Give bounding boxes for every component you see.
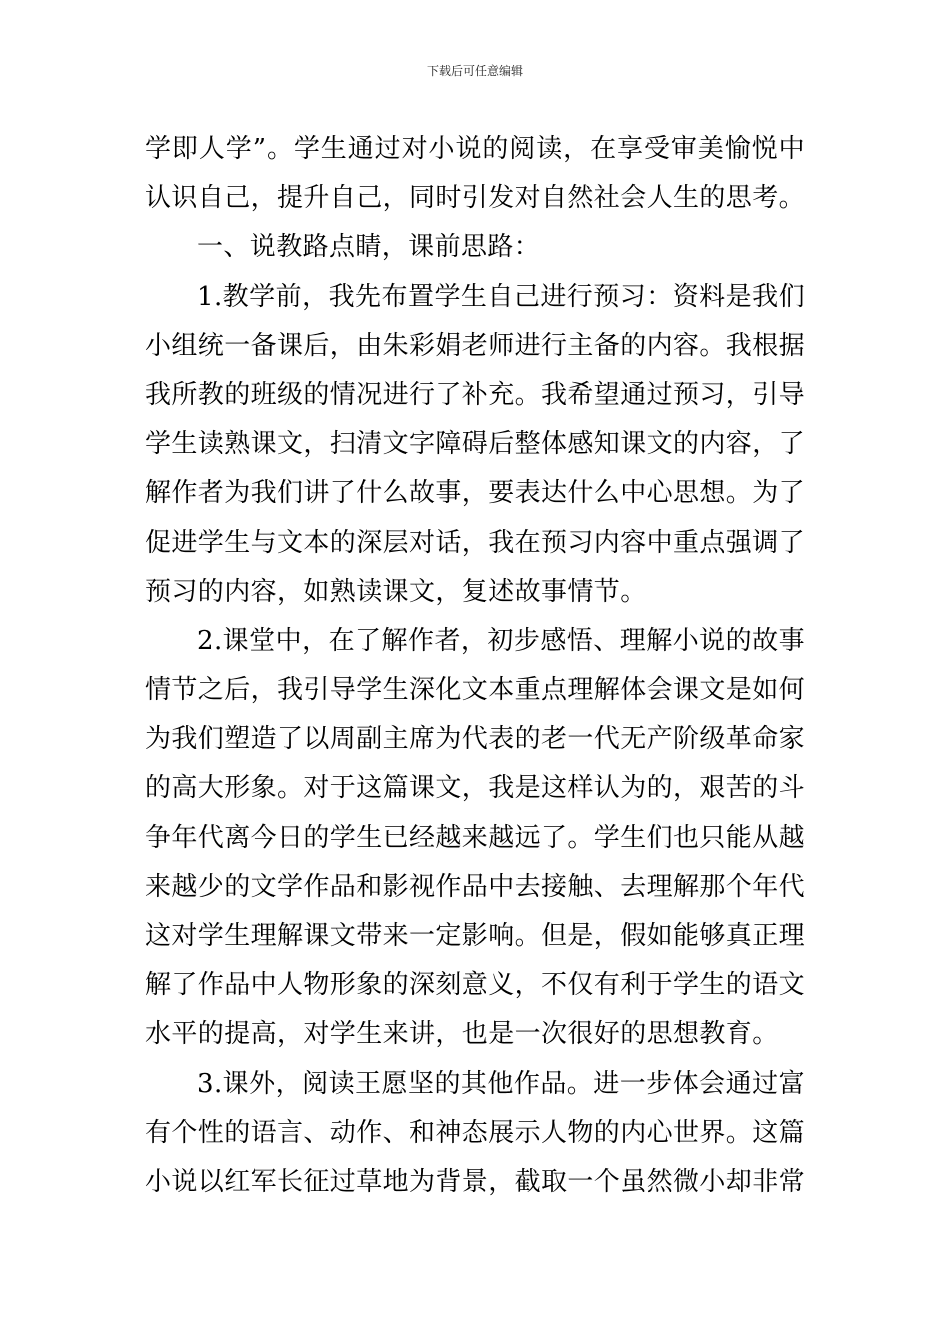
text-line: 水平的提高，对学生来讲，也是一次很好的思想教育。 <box>145 1019 779 1050</box>
text-line: 解作者为我们讲了什么故事，要表达什么中心思想。为了 <box>145 478 805 509</box>
text-line: 为我们塑造了以周副主席为代表的老一代无产阶级革命家 <box>145 724 805 755</box>
text-line: 预习的内容，如熟读课文，复述故事情节。 <box>145 576 647 607</box>
paragraph-first-line: 1.教学前，我先布置学生自己进行预习：资料是我们 <box>197 281 805 312</box>
text-line: 小说以红军长征过草地为背景，截取一个虽然微小却非常 <box>145 1166 805 1197</box>
text-line: 学生读熟课文，扫清文字障碍后整体感知课文的内容，了 <box>145 429 805 460</box>
text-line: 小组统一备课后，由朱彩娟老师进行主备的内容。我根据 <box>145 330 805 361</box>
text-line: 的高大形象。对于这篇课文，我是这样认为的，艰苦的斗 <box>145 773 805 804</box>
text-line: 有个性的语言、动作、和神态展示人物的内心世界。这篇 <box>145 1117 805 1148</box>
text-line: 来越少的文学作品和影视作品中去接触、去理解那个年代 <box>145 871 805 902</box>
text-line: 解了作品中人物形象的深刻意义，不仅有利于学生的语文 <box>145 970 805 1001</box>
body-text <box>145 125 805 1207</box>
paragraph-first-line: 2.课堂中，在了解作者，初步感悟、理解小说的故事 <box>197 625 805 656</box>
paragraph-first-line: 3.课外，阅读王愿坚的其他作品。进一步体会通过富 <box>197 1068 805 1099</box>
text-line: 我所教的班级的情况进行了补充。我希望通过预习，引导 <box>145 379 805 410</box>
text-line: 这对学生理解课文带来一定影响。但是，假如能够真正理 <box>145 921 805 951</box>
text-line: 争年代离今日的学生已经越来越远了。学生们也只能从越 <box>145 822 805 853</box>
page-header: 下载后可任意编辑 <box>426 64 523 78</box>
text-line: 促进学生与文本的深层对话，我在预习内容中重点强调了 <box>145 527 805 558</box>
paragraph-first-line: 一、说教路点睛，课前思路： <box>197 232 541 263</box>
text-line: 认识自己，提升自己，同时引发对自然社会人生的思考。 <box>145 183 805 214</box>
text-line: 情节之后，我引导学生深化文本重点理解体会课文是如何 <box>145 675 805 706</box>
text-line: 学即人学”。学生通过对小说的阅读，在享受审美愉悦中 <box>145 134 805 164</box>
